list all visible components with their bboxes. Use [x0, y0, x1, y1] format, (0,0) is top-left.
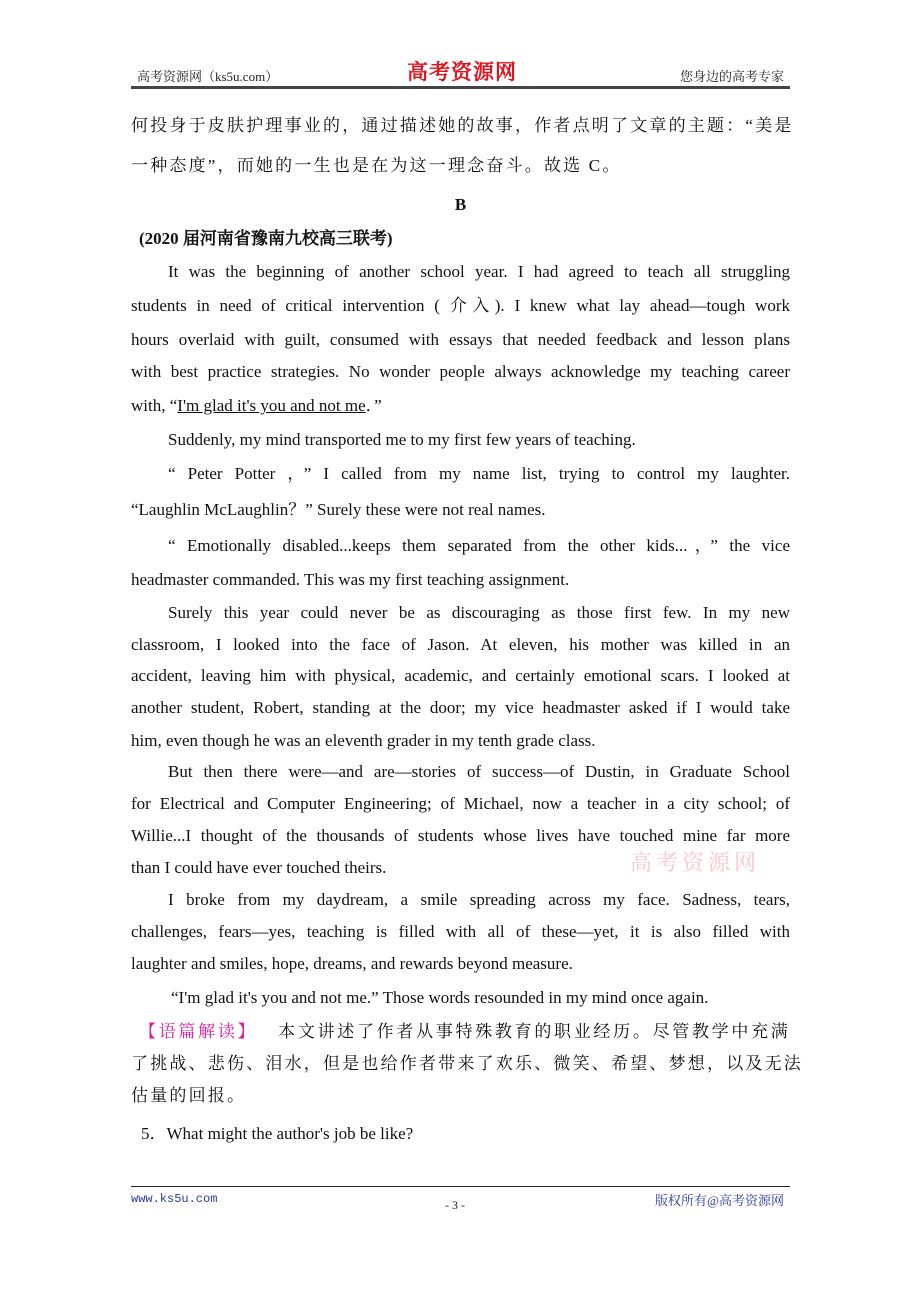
intro-line: 一种态度”，而她的一生也是在为这一理念奋斗。故选 C。: [131, 156, 622, 175]
watermark: 高考资源网: [630, 851, 761, 876]
page-header: [131, 56, 790, 86]
passage-line: with best practice strategies. No wonder people always acknowledge my teaching career: [131, 362, 790, 381]
passage-line: “ Emotionally disabled...keeps them separated from the other kids...，” the vice: [168, 536, 790, 555]
header-divider: [131, 86, 790, 89]
footer-site-link[interactable]: www.ks5u.com: [131, 1192, 218, 1206]
page-number: - 3 -: [445, 1198, 465, 1212]
analysis-line: 估量的回报。: [131, 1086, 247, 1105]
passage-line: Surely this year could never be as discouraging as those first few. In my new: [168, 603, 790, 622]
passage-line: accident, leaving him with physical, academic, and certainly emotional scars. I looked at: [131, 666, 790, 685]
passage-line: him, even though he was an eleventh grader in my tenth grade class.: [131, 731, 596, 750]
quote-suffix: ．”: [365, 396, 382, 415]
footer-divider: [131, 1186, 790, 1187]
passage-line: “Laughlin McLaughlin？” Surely these were not real names.: [131, 500, 546, 519]
analysis-line: [139, 1020, 790, 1044]
passage-line: hours overlaid with guilt, consumed with essays that needed feedback and lesson plans: [131, 330, 790, 349]
passage-line: I broke from my daydream, a smile spreading across my face. Sadness, tears,: [168, 890, 790, 909]
passage-line: classroom, I looked into the face of Jason. At eleven, his mother was killed in an: [131, 635, 790, 654]
passage-line: Suddenly, my mind transported me to my first few years of teaching.: [168, 430, 636, 449]
underlined-quote: I'm glad it's you and not me: [177, 396, 366, 415]
quote-prefix: with, “: [131, 396, 178, 415]
passage-line-quote: [131, 394, 790, 418]
passage-line: “I'm glad it's you and not me.” Those words resounded in my mind once again.: [171, 988, 709, 1007]
analysis-text: 本文讲述了作者从事特殊教育的职业经历。尽管教学中充满: [278, 1022, 790, 1041]
passage-line: another student, Robert, standing at the door; my vice headmaster asked if I would take: [131, 698, 790, 717]
passage-line: “ Peter Potter ，” I called from my name list, trying to control my laughter.: [168, 464, 790, 483]
analysis-line: 了挑战、悲伤、泪水，但是也给作者带来了欢乐、微笑、希望、梦想，以及无法: [131, 1054, 803, 1073]
passage-line: Willie...I thought of the thousands of students whose lives have touched mine far more: [131, 826, 790, 845]
intro-line: 何投身于皮肤护理事业的，通过描述她的故事，作者点明了文章的主题：“美是: [131, 116, 794, 135]
passage-line: headmaster commanded. This was my first teaching assignment.: [131, 570, 570, 589]
analysis-label: 【语篇解读】: [139, 1022, 258, 1041]
passage-line: students in need of critical intervention ( 介入). I knew what lay ahead—tough work: [131, 296, 790, 315]
passage-source: (2020 届河南省豫南九校高三联考): [139, 229, 393, 248]
header-slogan: 您身边的高考专家: [679, 69, 784, 84]
header-site-name: 高考资源网（ks5u.com）: [137, 69, 279, 84]
passage-line: laughter and smiles, hope, dreams, and rewards beyond measure.: [131, 954, 573, 973]
question-5: 5．What might the author's job be like?: [141, 1124, 414, 1143]
passage-line: for Electrical and Computer Engineering; of Michael, now a teacher in a city school; of: [131, 794, 790, 813]
passage-line: than I could have ever touched theirs.: [131, 858, 387, 877]
header-logo: 高考资源网: [407, 60, 517, 84]
passage-line: It was the beginning of another school year. I had agreed to teach all struggling: [168, 262, 790, 281]
passage-line: But then there were—and are—stories of success—of Dustin, in Graduate School: [168, 762, 790, 781]
passage-line: challenges, fears—yes, teaching is filled with all of these—yet, it is also filled with: [131, 922, 790, 941]
footer-copyright: 版权所有@高考资源网: [655, 1193, 784, 1208]
section-heading: B: [454, 195, 467, 214]
